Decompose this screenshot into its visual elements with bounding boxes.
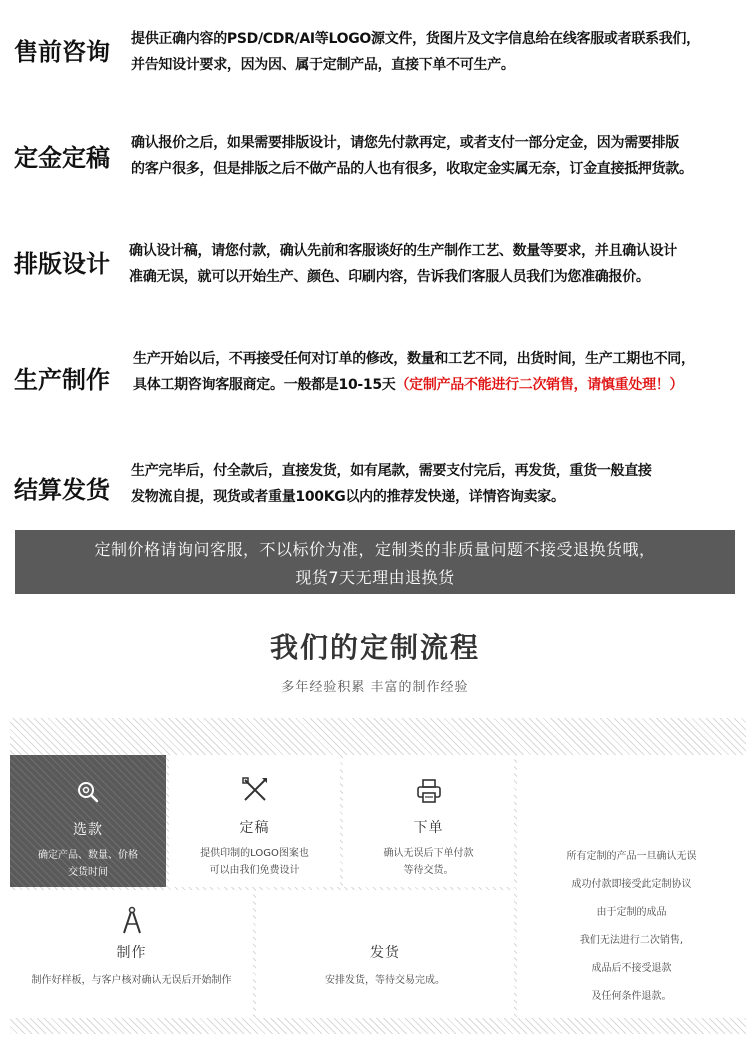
step-desc: 安排发货，等待交易完成。 xyxy=(325,975,445,986)
row-line: 发物流自提，现货或者重量100KG以内的推荐发快递，详情咨询卖家。 xyxy=(131,489,565,505)
row-text xyxy=(131,130,743,182)
row-line xyxy=(133,372,745,398)
step-title: 发货 xyxy=(370,945,400,961)
row-text xyxy=(131,26,743,78)
policy-line: 所有定制的产品一旦确认无误 xyxy=(566,851,697,862)
step-title: 制作 xyxy=(116,945,147,961)
row-title: 排版设计 xyxy=(14,250,110,278)
step-desc: 确认无误后下单付款 等待交货。 xyxy=(383,848,474,876)
step-title: 选款 xyxy=(73,822,103,838)
policy-line: 及任何条件退款。 xyxy=(591,991,672,1002)
search-icon xyxy=(75,779,101,805)
row-title: 售前咨询 xyxy=(14,38,110,66)
step-desc: 提供印制的LOGO图案也 可以由我们免费设计 xyxy=(200,848,309,876)
notice-line: 定制价格请询问客服，不以标价为准，定制类的非质量问题不接受退换货哦， xyxy=(94,540,656,559)
row-line: 准确无误，就可以开始生产、颜色、印刷内容，告诉我们客服人员我们为您准确报价。 xyxy=(129,269,650,285)
step-select xyxy=(10,755,166,887)
row-line-plain: 具体工期咨询客服商定。一般都是10-15天 xyxy=(133,377,396,393)
notice-banner xyxy=(15,530,735,594)
row-line: 确认设计稿，请您付款，确认先前和客服谈好的生产制作工艺、数量等要求，并且确认设计 xyxy=(129,243,677,259)
row-line: 并告知设计要求，因为因、属于定制产品，直接下单不可生产。 xyxy=(131,57,515,73)
policy-line: 成品后不接受退款 xyxy=(591,963,672,974)
row-line: 确认报价之后，如果需要排版设计，请您先付款再定，或者支付一部分定金，因为需要排版 xyxy=(131,135,679,151)
row-title: 结算发货 xyxy=(14,476,110,504)
row-line: 生产完毕后，付全款后，直接发货，如有尾款，需要支付完后，再发货，重货一般直接 xyxy=(131,463,652,479)
step-desc: 确定产品、数量、价格 交货时间 xyxy=(38,850,138,878)
row-line: 提供正确内容的PSD/CDR/AI等LOGO源文件，货图片及文字信息给在线客服或者联系我们， xyxy=(131,31,700,47)
row-line: 的客户很多，但是排版之后不做产品的人也有很多，收取定金实属无奈，订金直接抵押货款。 xyxy=(131,161,693,177)
step-title: 定稿 xyxy=(239,820,270,836)
step-ship xyxy=(256,890,514,1018)
step-order xyxy=(343,755,514,887)
policy-line: 我们无法进行二次销售, xyxy=(579,935,684,946)
notice-line: 现货7天无理由退换货 xyxy=(295,568,455,587)
row-text xyxy=(133,346,745,398)
row-title: 生产制作 xyxy=(14,366,110,394)
row-text xyxy=(129,238,741,290)
compass-icon xyxy=(119,906,145,936)
step-draft xyxy=(169,755,340,887)
step-desc: 制作好样板，与客户核对确认无误后开始制作 xyxy=(31,975,232,986)
row-line: 生产开始以后，不再接受任何对订单的修改，数量和工艺不同，出货时间，生产工期也不同， xyxy=(133,351,695,367)
policy-text xyxy=(517,843,746,1011)
process-title: 我们的定制流程 xyxy=(269,631,480,664)
printer-icon xyxy=(415,777,443,805)
process-subtitle: 多年经验积累 丰富的制作经验 xyxy=(281,680,469,695)
policy-line: 由于定制的成品 xyxy=(596,907,667,918)
row-title: 定金定稿 xyxy=(14,144,110,172)
row-text xyxy=(131,458,743,510)
pencil-ruler-icon xyxy=(240,775,270,805)
warning-text: （定制产品不能进行二次销售，请慎重处理！） xyxy=(395,377,684,393)
step-produce xyxy=(10,890,253,1018)
policy-note xyxy=(517,755,746,1018)
step-title: 下单 xyxy=(413,820,444,836)
policy-line: 成功付款即接受此定制协议 xyxy=(571,879,692,890)
